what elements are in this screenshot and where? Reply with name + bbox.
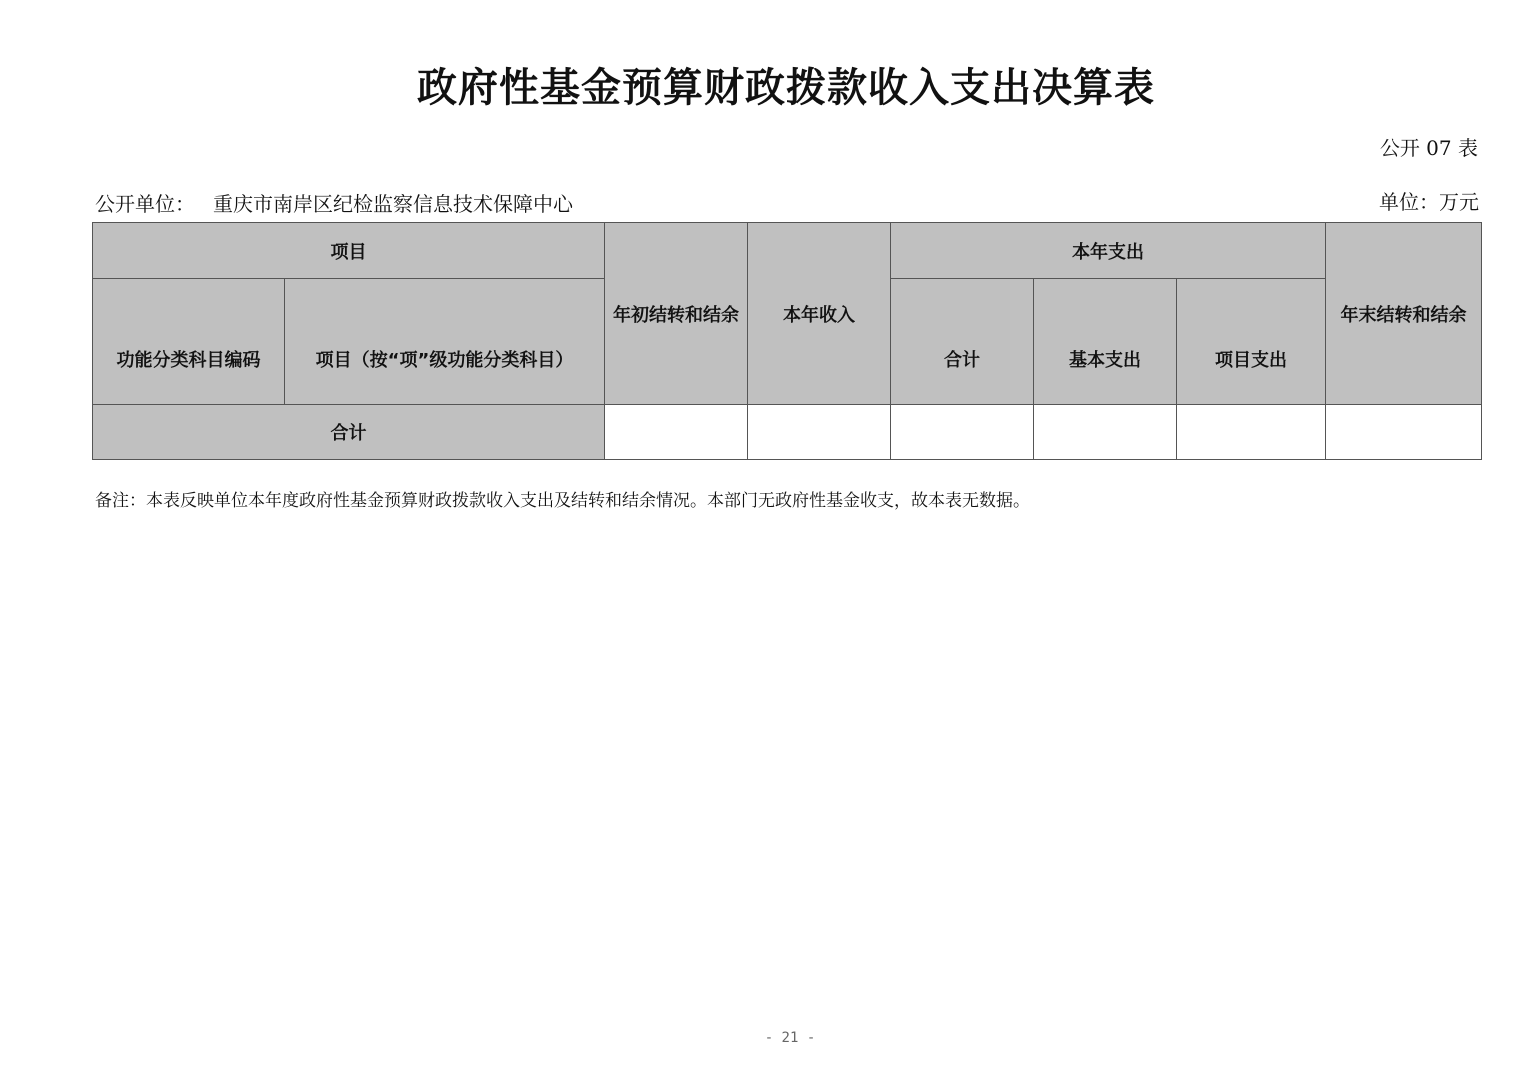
- total-project-expense: [1177, 405, 1326, 460]
- header-function-code: 功能分类科目编码: [93, 279, 285, 405]
- header-expense-total: 合计: [891, 279, 1034, 405]
- reporting-unit-label: 公开单位：: [95, 192, 195, 216]
- header-project-detail: 项目（按“项”级功能分类科目）: [285, 279, 605, 405]
- form-number: 公开 07 表: [1379, 136, 1478, 160]
- total-row: [93, 405, 1482, 460]
- header-project: 项目: [93, 223, 605, 279]
- total-expense-total: [891, 405, 1034, 460]
- header-closing-balance: 年末结转和结余: [1326, 223, 1482, 405]
- total-basic-expense: [1034, 405, 1177, 460]
- total-opening-balance: [605, 405, 748, 460]
- header-annual-income: 本年收入: [748, 223, 891, 405]
- reporting-unit-name: 重庆市南岸区纪检监察信息技术保障中心: [213, 192, 573, 216]
- unit-info-row: [95, 188, 1479, 216]
- header-annual-expense: 本年支出: [891, 223, 1326, 279]
- page-title: 政府性基金预算财政拨款收入支出决算表: [417, 64, 1155, 111]
- budget-table: [92, 222, 1482, 460]
- currency-unit: 单位：万元: [1379, 190, 1479, 214]
- header-opening-balance: 年初结转和结余: [605, 223, 748, 405]
- total-annual-income: [748, 405, 891, 460]
- page-number: - 21 -: [764, 1030, 816, 1046]
- table-note: 备注：本表反映单位本年度政府性基金预算财政拨款收入支出及结转和结余情况。本部门无政府性基金收支，故本表无数据。: [95, 491, 1030, 511]
- reporting-unit: [95, 188, 573, 217]
- header-project-expense: 项目支出: [1177, 279, 1326, 405]
- header-basic-expense: 基本支出: [1034, 279, 1177, 405]
- total-closing-balance: [1326, 405, 1482, 460]
- total-label: 合计: [93, 405, 605, 460]
